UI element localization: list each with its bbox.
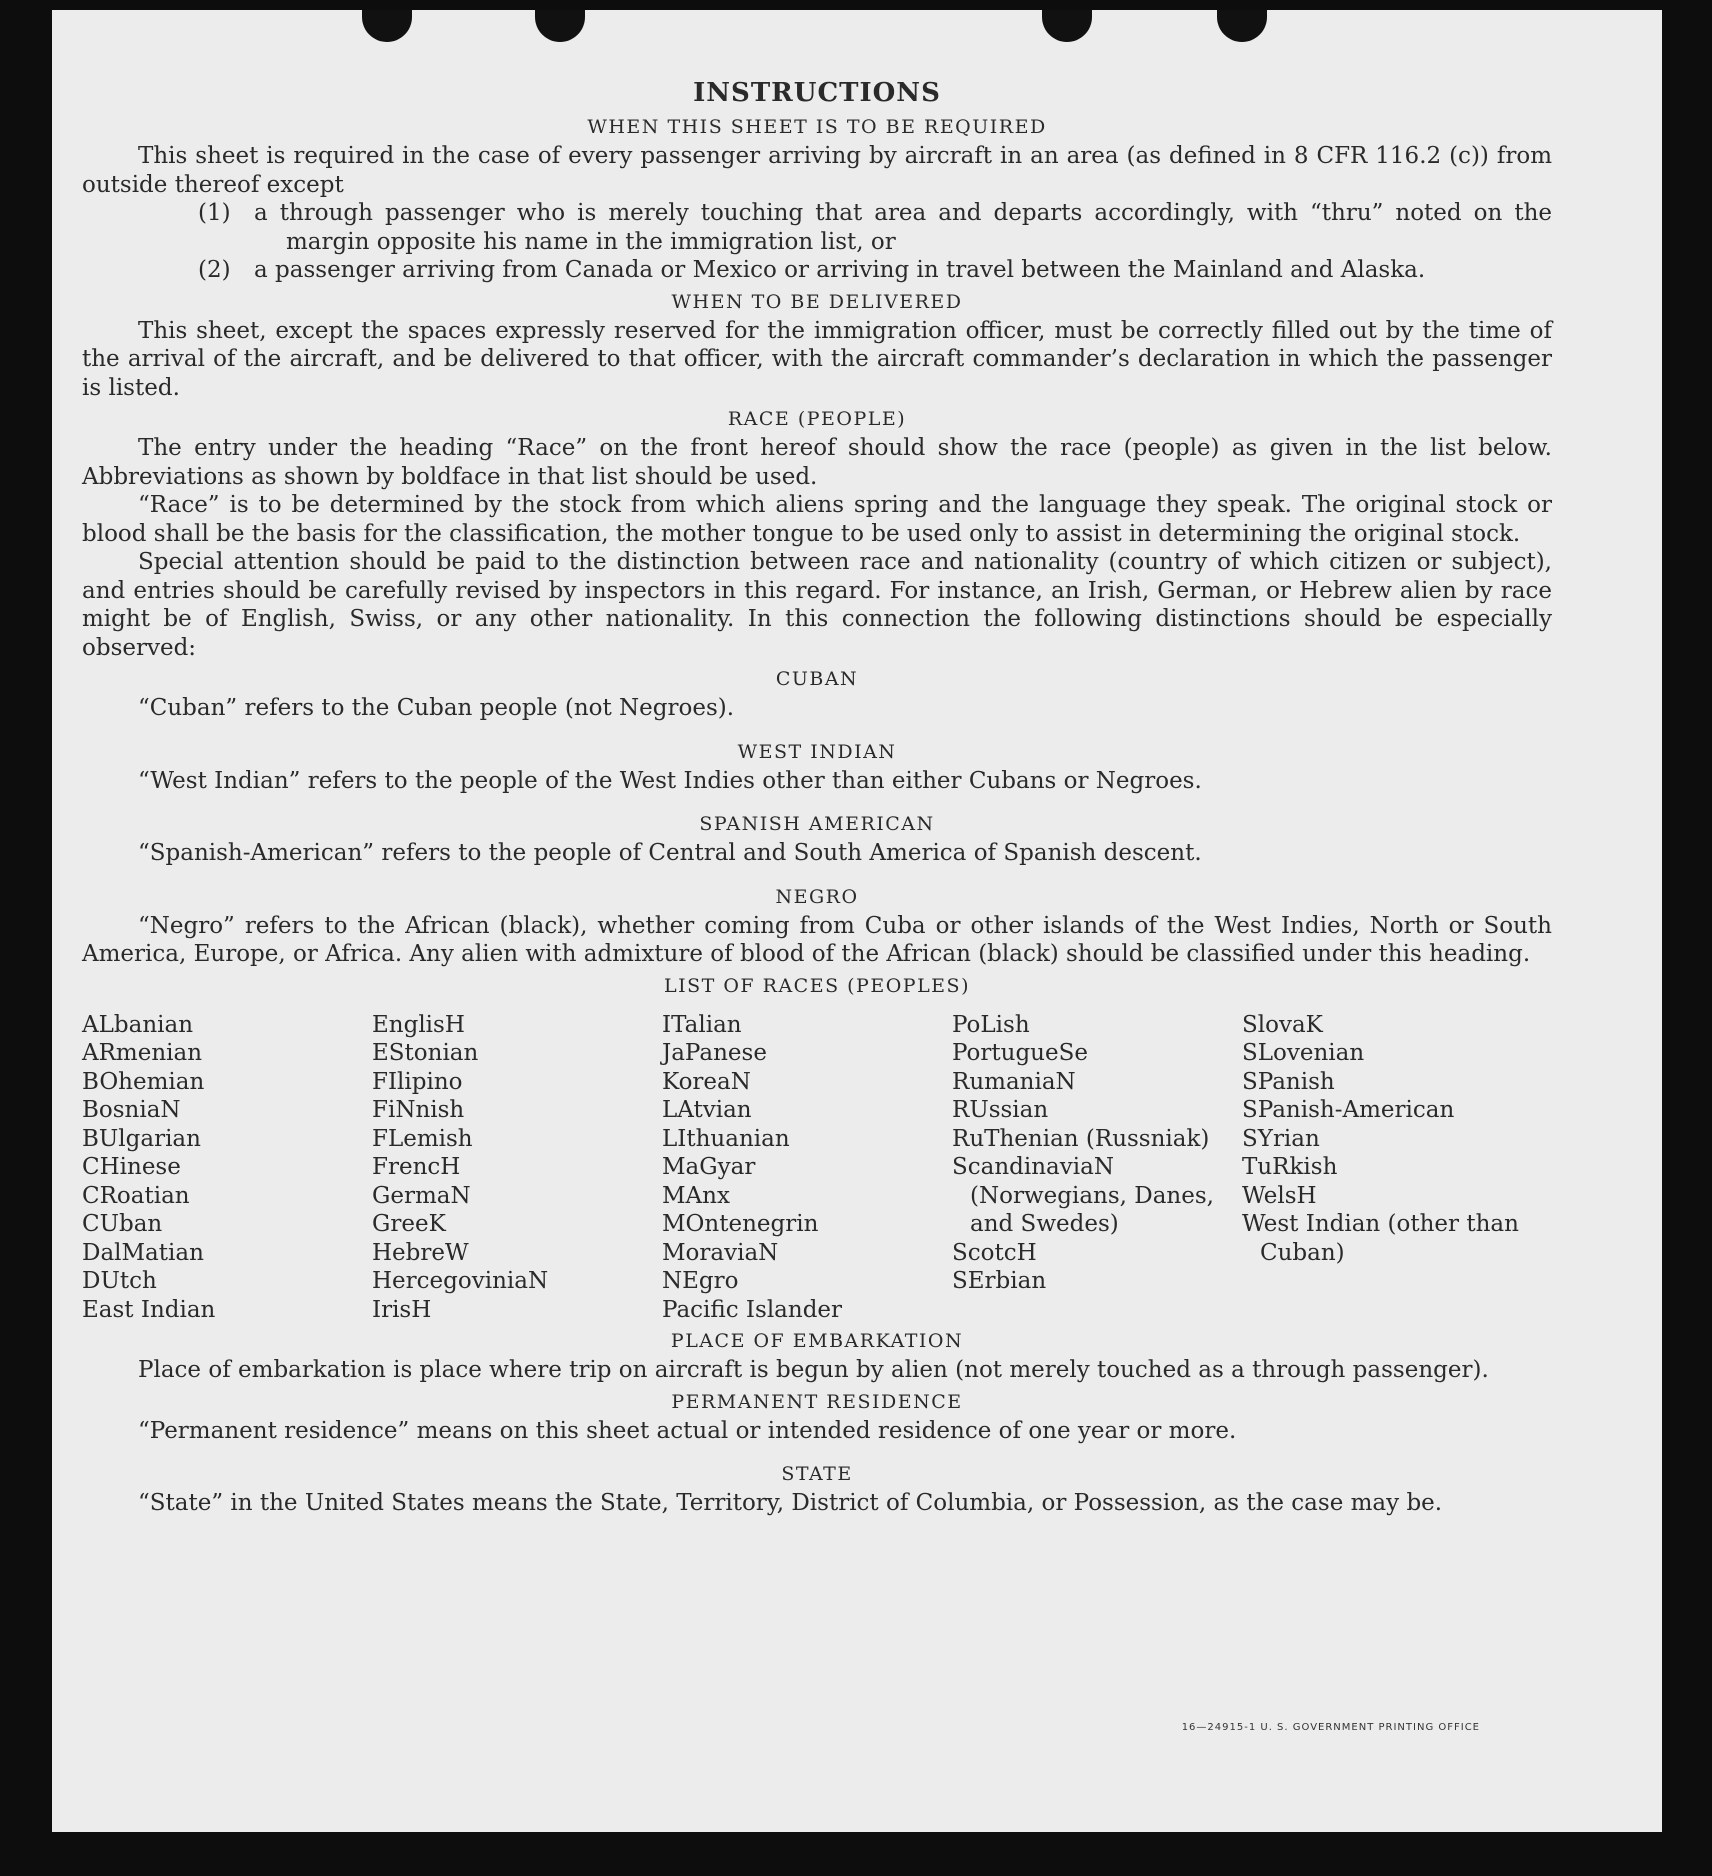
race-entry: ARmenian xyxy=(82,1040,203,1066)
race-entry: RumaniaN xyxy=(952,1068,1076,1095)
race-entry: RuThenian (Russniak) xyxy=(952,1125,1210,1152)
race-entry: DUtch xyxy=(82,1268,157,1294)
paragraph-embarkation: Place of embarkation is place where trip on aircraft is begun by alien (not merely touched as a through passenger). xyxy=(138,1357,1489,1383)
race-entry: GreeK xyxy=(372,1211,446,1237)
section-heading-list-of-races: LIST OF RACES (PEOPLES) xyxy=(664,974,970,997)
punch-hole xyxy=(1042,10,1092,42)
race-entry: CHinese xyxy=(82,1154,181,1180)
punch-hole xyxy=(535,10,585,42)
race-column xyxy=(372,1011,662,1325)
race-entry: HebreW xyxy=(372,1239,469,1266)
race-entry: SYrian xyxy=(1242,1125,1320,1152)
section-heading-when-required: WHEN THIS SHEET IS TO BE REQUIRED xyxy=(587,116,1047,138)
section-heading-residence: PERMANENT RESIDENCE xyxy=(671,1390,963,1413)
race-entry: JaPanese xyxy=(662,1040,767,1066)
paragraph-west-indian: “West Indian” refers to the people of the West Indies other than either Cubans or Negroes. xyxy=(138,767,1202,794)
race-entry: NEgro xyxy=(662,1268,739,1294)
race-entry: SLovenian xyxy=(1242,1040,1365,1066)
punch-hole xyxy=(362,10,412,42)
race-column xyxy=(82,1011,372,1325)
race-entry: MAnx xyxy=(662,1182,730,1209)
race-entry: SlovaK xyxy=(1242,1011,1323,1038)
race-entry: ALbanian xyxy=(82,1011,194,1038)
paragraph-race: Special attention should be paid to the distinction between race and nationality (country of which citizen or subject), and entries should be carefully revised by inspectors in this regard. For instance, an Irish, German, or Hebrew alien by race might be of English, Swiss, or any other nationality. In this connection the following distinctions should be especially observed: xyxy=(82,549,1552,661)
race-entry: ScotcH xyxy=(952,1239,1037,1266)
race-entry: EnglisH xyxy=(372,1011,465,1038)
race-column xyxy=(952,1011,1242,1325)
paragraph-race: “Race” is to be determined by the stock from which aliens spring and the language they speak. The original stock or blood shall be the basis for the classification, the mother tongue to be used only to assist in determining the original stock. xyxy=(82,492,1552,547)
paragraph-cuban: “Cuban” refers to the Cuban people (not Negroes). xyxy=(138,695,735,721)
race-entry: MaGyar xyxy=(662,1154,756,1180)
race-entry: IrisH xyxy=(372,1296,432,1323)
document-page xyxy=(52,10,1662,1832)
race-entry: PoLish xyxy=(952,1011,1030,1038)
race-entry: FLemish xyxy=(372,1125,473,1152)
race-entry: TuRkish xyxy=(1242,1154,1338,1180)
race-entry: MoraviaN xyxy=(662,1239,779,1266)
race-entry: BOhemian xyxy=(82,1068,205,1095)
paragraph-residence: “Permanent residence” means on this sheet actual or intended residence of one year or more. xyxy=(138,1417,1237,1444)
section-heading-cuban: CUBAN xyxy=(775,668,859,690)
race-entry: EStonian xyxy=(372,1040,479,1066)
punch-hole xyxy=(1217,10,1267,42)
race-entry: FIlipino xyxy=(372,1068,463,1095)
race-list xyxy=(82,1011,1552,1325)
race-entry: LAtvian xyxy=(662,1097,752,1123)
race-entry: SPanish xyxy=(1242,1068,1335,1095)
race-entry: PortugueSe xyxy=(952,1040,1088,1066)
paragraph-spanish-american: “Spanish-American” refers to the people of Central and South America of Spanish descent. xyxy=(138,840,1202,866)
section-heading-when-delivered: WHEN TO BE DELIVERED xyxy=(671,290,963,313)
race-entry: CUban xyxy=(82,1211,163,1237)
race-entry: KoreaN xyxy=(662,1068,751,1095)
list-item-text: a through passenger who is merely touching that area and departs accordingly, with “thru” noted on the margin opposite his name in the immigration list, or xyxy=(254,200,1552,255)
race-entry: BosniaN xyxy=(82,1097,181,1123)
race-entry: SPanish-American xyxy=(1242,1097,1455,1123)
paragraph-race: The entry under the heading “Race” on the front hereof should show the race (people) as given in the list below. Abbreviations as shown by boldface in that list should be used. xyxy=(82,435,1552,490)
section-heading-embarkation: PLACE OF EMBARKATION xyxy=(670,1330,964,1352)
race-entry: MOntenegrin xyxy=(662,1211,819,1237)
race-entry: East Indian xyxy=(82,1296,216,1323)
list-item-number: (2) xyxy=(198,257,231,283)
list-item xyxy=(198,256,1552,285)
paragraph-when-delivered: This sheet, except the spaces expressly reserved for the immigration officer, must be correctly filled out by the time of the arrival of the aircraft, and be delivered to that officer, with the aircraft commander’s declaration in which the passenger is listed. xyxy=(82,317,1552,401)
race-entry: ScandinaviaN (Norwegians, Danes, and Swedes) xyxy=(952,1154,1214,1237)
race-entry: HercegoviniaN xyxy=(372,1268,549,1294)
instructions-content xyxy=(82,78,1552,1518)
race-entry: LIthuanian xyxy=(662,1125,790,1152)
list-item-number: (1) xyxy=(198,200,231,226)
race-entry: FrencH xyxy=(372,1154,461,1180)
race-entry: FiNnish xyxy=(372,1097,465,1123)
race-column xyxy=(1242,1011,1532,1325)
paragraph-state: “State” in the United States means the State, Territory, District of Columbia, or Possession, as the case may be. xyxy=(138,1490,1443,1516)
printer-code: 16—24915-1 U. S. GOVERNMENT PRINTING OFFICE xyxy=(1181,1722,1480,1733)
section-heading-spanish-american: SPANISH AMERICAN xyxy=(699,813,935,835)
race-entry: RUssian xyxy=(952,1097,1049,1123)
page-title: INSTRUCTIONS xyxy=(693,78,941,108)
list-item-text: a passenger arriving from Canada or Mexico or arriving in travel between the Mainland and Alaska. xyxy=(254,257,1426,283)
race-column xyxy=(662,1011,952,1325)
race-entry: Pacific Islander xyxy=(662,1296,843,1323)
section-heading-west-indian: WEST INDIAN xyxy=(737,740,897,763)
race-entry: SErbian xyxy=(952,1268,1047,1294)
race-entry: GermaN xyxy=(372,1182,471,1209)
race-entry: BUlgarian xyxy=(82,1125,201,1152)
paragraph-when-required: This sheet is required in the case of every passenger arriving by aircraft in an area (as defined in 8 CFR 116.2 (c)) from outside thereof except xyxy=(82,143,1552,198)
section-heading-negro: NEGRO xyxy=(775,885,859,908)
section-heading-race: RACE (PEOPLE) xyxy=(727,408,907,430)
race-entry: CRoatian xyxy=(82,1182,190,1209)
list-item xyxy=(198,199,1552,256)
paragraph-negro: “Negro” refers to the African (black), whether coming from Cuba or other islands of the West Indies, North or South America, Europe, or Africa. Any alien with admixture of blood of the African (black) should be classified under this heading. xyxy=(82,912,1552,967)
section-heading-state: STATE xyxy=(781,1463,853,1485)
race-entry: ITalian xyxy=(662,1011,742,1038)
race-entry: WelsH xyxy=(1242,1182,1317,1209)
race-entry: West Indian (other than Cuban) xyxy=(1242,1211,1519,1266)
race-entry: DalMatian xyxy=(82,1239,204,1266)
